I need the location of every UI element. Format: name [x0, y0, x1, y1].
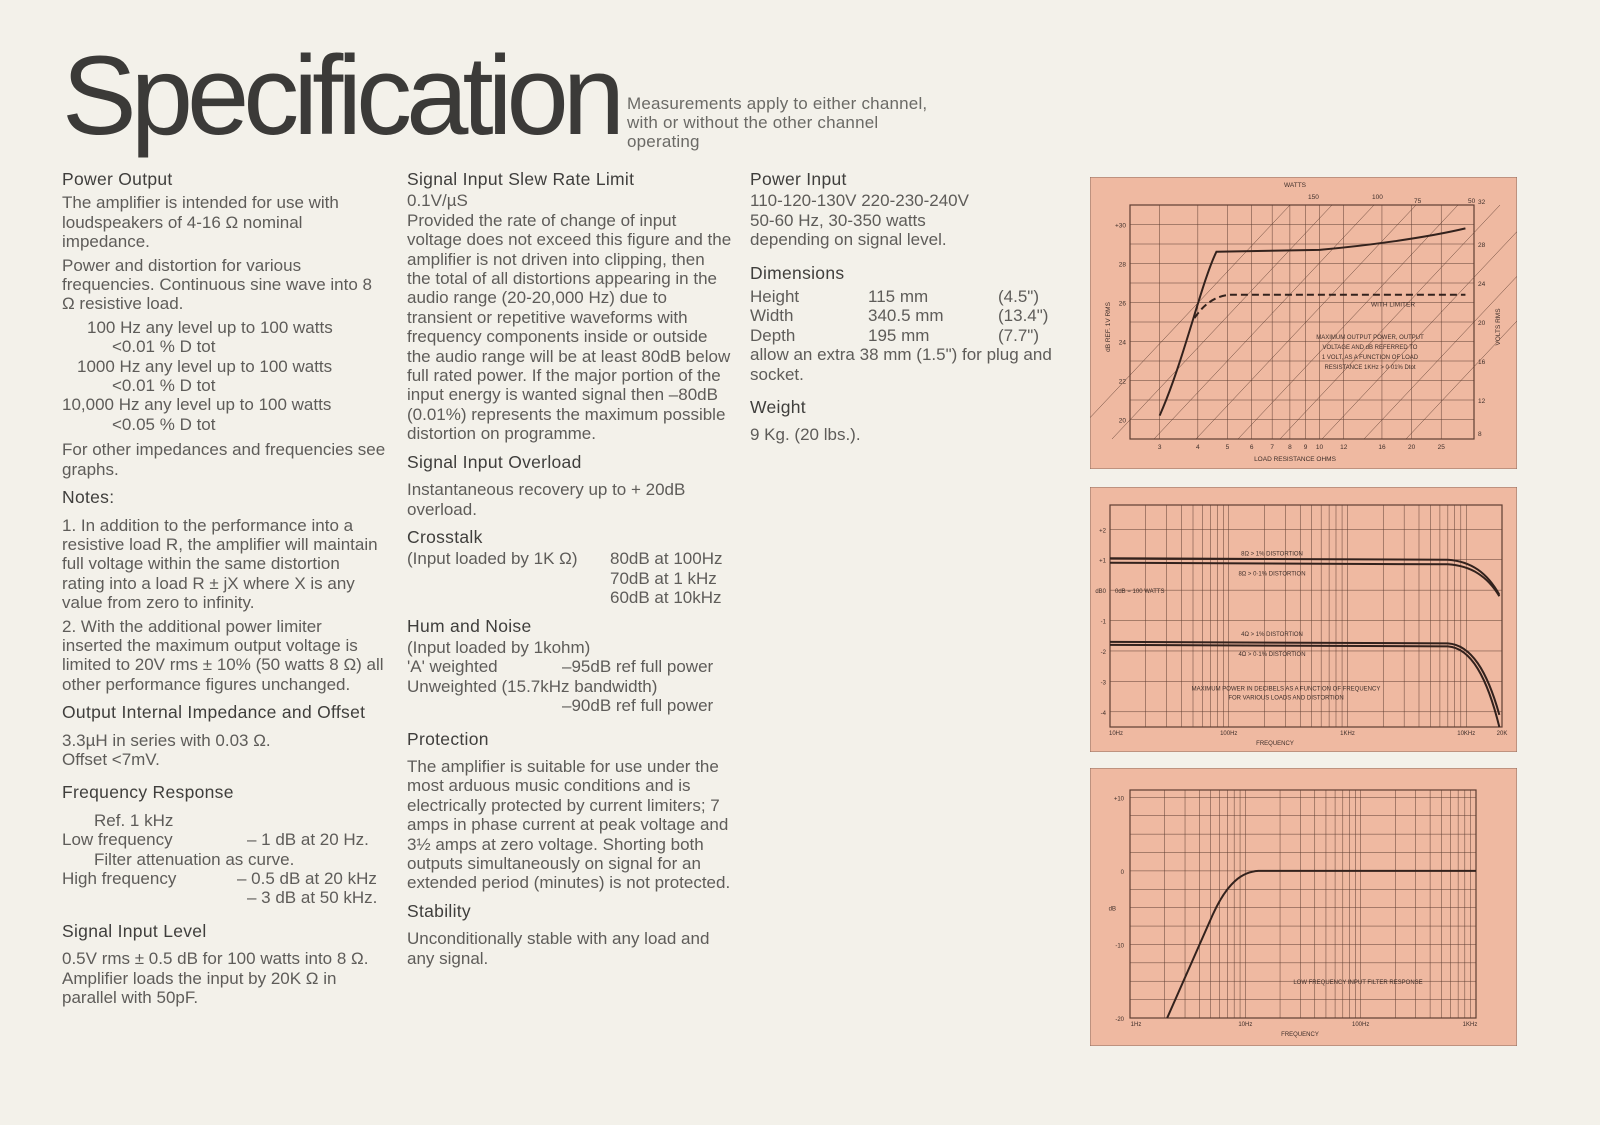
x-tick: 5	[1225, 444, 1230, 451]
y-tick: -4	[1100, 710, 1106, 717]
y-right-tick: 24	[1478, 281, 1486, 288]
chart-output-vs-load	[1090, 177, 1517, 469]
y-tick: -10	[1115, 943, 1124, 950]
paragraph: The amplifier is intended for use with loudspeakers of 4-16 Ω nominal impedance.	[62, 193, 339, 252]
y-right-tick: 20	[1478, 320, 1486, 327]
y-right-tick: 8	[1478, 431, 1482, 439]
dim-in: (13.4")	[998, 306, 1049, 326]
section-heading: Hum and Noise	[407, 615, 532, 636]
chart-panel	[1090, 768, 1517, 1046]
y-tick: +2	[1099, 528, 1106, 535]
crosstalk-section	[407, 528, 732, 608]
series-label: 8Ω > 0·1% DISTORTION	[1238, 571, 1306, 578]
spec-line: 50-60 Hz, 30-350 watts	[750, 210, 926, 230]
y-right-tick: 12	[1478, 398, 1486, 405]
ref-label: 0dB = 100 WATTS	[1115, 589, 1165, 596]
chart-note: VOLTAGE AND dB REFERRED TO	[1322, 345, 1418, 351]
row-label: (Input loaded by 1K Ω)	[407, 549, 578, 569]
chart-note: LOW FREQUENCY INPUT FILTER RESPONSE	[1293, 980, 1423, 987]
power-output-section	[62, 170, 387, 479]
power-input-section	[750, 170, 1060, 250]
spec-line: (Input loaded by 1kohm)	[407, 637, 591, 657]
row-label: High frequency	[62, 869, 177, 888]
chart-panel	[1090, 487, 1517, 752]
column-2	[407, 170, 732, 977]
spec-line: Unweighted (15.7kHz bandwidth)	[407, 676, 658, 696]
x-tick: 3	[1157, 444, 1162, 451]
x-axis-label: FREQUENCY	[1256, 741, 1294, 747]
chart-note: RESISTANCE 1KHz > 0·01% Dtot	[1324, 365, 1416, 371]
x-axis-label: FREQUENCY	[1281, 1032, 1319, 1038]
spec-line: 0.1V/µS	[407, 191, 468, 211]
spec-line: 110-120-130V 220-230-240V	[750, 191, 969, 211]
paragraph: 0.5V rms ± 0.5 dB for 100 watts into 8 Ω. Amplifier loads the input by 20K Ω in parallel with 50pF.	[62, 949, 369, 1008]
low-frequency-row	[62, 830, 387, 849]
dimension-row	[750, 287, 1060, 306]
y-right-tick: 28	[1478, 242, 1486, 249]
notes-section	[62, 488, 387, 694]
spec-line: <0.01 % D tot	[112, 337, 216, 357]
x-tick: 8	[1288, 444, 1292, 451]
series-label: 8Ω > 1% DISTORTION	[1241, 551, 1303, 558]
y-axis-label: dB REF. 1V RMS	[1105, 302, 1112, 352]
section-heading: Protection	[407, 728, 489, 749]
watt-tick: 150	[1308, 194, 1319, 201]
y-axis-label: dB	[1108, 906, 1116, 913]
chart-2-svg	[1090, 487, 1517, 752]
spec-line: 100 Hz any level up to 100 watts	[87, 317, 333, 337]
chart-note: MAXIMUM POWER IN DECIBELS AS A FUNCTION OF FREQUENCY	[1191, 686, 1381, 693]
y-tick: 22	[1118, 378, 1126, 386]
row-label: Low frequency	[62, 830, 173, 850]
weight-section	[750, 398, 1060, 445]
chart-note: MAXIMUM OUTPUT POWER, OUTPUT	[1316, 335, 1424, 341]
x-tick: 100Hz	[1220, 731, 1238, 737]
row-value: – 0.5 dB at 20 kHz	[237, 869, 377, 888]
row-value: 60dB at 10kHz	[610, 588, 722, 608]
spec-line: Filter attenuation as curve.	[94, 849, 295, 869]
y-tick: 0	[1120, 869, 1124, 876]
chart-note: FOR VARIOUS LOADS AND DISTORTION	[1228, 695, 1344, 702]
dim-in: (7.7")	[998, 325, 1039, 345]
stability-section	[407, 902, 732, 968]
top-axis-label: WATTS	[1283, 182, 1307, 189]
page-subtitle: Measurements apply to either channel, with or without the other channel operating	[627, 94, 928, 151]
paragraph: Provided the rate of change of input voltage does not exceed this figure and the amplifier is not driven into clipping, then the total of all distortions appearing in the audio range (20-20,000 Hz) due to transient or repetitive waveforms with frequency components inside or outside the audio range will be at least 80dB below full rated power. If the major portion of the input energy is wanted signal then –80dB (0.01%) represents the maximum possible distortion on programme.	[407, 210, 732, 444]
watt-tick: 50	[1468, 198, 1476, 205]
section-heading: Notes:	[62, 487, 115, 508]
paragraph: For other impedances and frequencies see graphs.	[62, 440, 386, 479]
section-heading: Signal Input Overload	[407, 451, 582, 472]
chart-power-vs-frequency	[1090, 487, 1517, 752]
note-2: 2. With the additional power limiter inserted the maximum output voltage is limited to 20V rms ± 10% (50 watts 8 Ω) all other performance figures unchanged.	[62, 616, 384, 694]
x-axis-label: LOAD RESISTANCE OHMS	[1254, 456, 1336, 463]
high-frequency-row	[62, 869, 387, 888]
x-tick: 7	[1270, 444, 1274, 451]
paragraph: Power and distortion for various frequencies. Continuous sine wave into 8 Ω resistive load.	[62, 255, 372, 314]
overload-section	[407, 453, 732, 519]
y-tick: -2	[1100, 649, 1106, 656]
spec-line: Ref. 1 kHz	[94, 810, 174, 830]
a-weighted-row	[407, 657, 732, 676]
column-1	[62, 170, 387, 1016]
section-heading: Crosstalk	[407, 526, 483, 547]
protection-section	[407, 730, 732, 893]
y-tick: -20	[1115, 1017, 1124, 1023]
watt-tick: 100	[1372, 194, 1383, 201]
y-right-tick: 32	[1478, 199, 1486, 207]
signal-input-level-section	[62, 922, 387, 1008]
x-tick: 1KHz	[1340, 731, 1355, 737]
row-value: –95dB ref full power	[562, 657, 714, 677]
page-title: Specification	[62, 33, 620, 158]
y-tick: -3	[1100, 680, 1106, 687]
spec-line: 10,000 Hz any level up to 100 watts	[62, 395, 332, 415]
dim-mm: 115 mm	[868, 287, 929, 307]
section-heading: Signal Input Slew Rate Limit	[407, 169, 635, 189]
row-value: – 3 dB at 50 kHz.	[247, 888, 378, 908]
section-heading: Power Output	[62, 169, 173, 189]
y-tick: +30	[1114, 222, 1126, 230]
x-tick: 10KHz	[1457, 731, 1476, 737]
dim-mm: 340.5 mm	[868, 306, 944, 326]
section-heading: Power Input	[750, 169, 847, 189]
hum-noise-section	[407, 617, 732, 716]
chart-3-svg	[1090, 768, 1517, 1046]
watt-tick: 75	[1414, 198, 1422, 205]
section-heading: Dimensions	[750, 262, 845, 283]
section-heading: Output Internal Impedance and Offset	[62, 702, 366, 723]
x-tick: 10Hz	[1108, 731, 1124, 737]
spec-line: <0.05 % D tot	[112, 414, 216, 434]
y-right-axis-label: VOLTS RMS	[1495, 308, 1502, 346]
chart-panel	[1090, 177, 1517, 469]
paragraph: allow an extra 38 mm (1.5") for plug and socket.	[750, 345, 1052, 384]
y-tick: 28	[1118, 261, 1126, 269]
x-tick: 16	[1378, 444, 1386, 451]
slew-rate-section	[407, 170, 732, 444]
row-value: – 1 dB at 20 Hz.	[247, 830, 369, 850]
x-tick: 6	[1249, 444, 1254, 451]
chart-1-svg	[1090, 177, 1517, 469]
y-tick: +1	[1099, 558, 1106, 565]
dimensions-section	[750, 264, 1060, 384]
dim-label: Depth	[750, 325, 796, 345]
x-tick: 1KHz	[1462, 1022, 1478, 1028]
x-tick: 100Hz	[1351, 1022, 1370, 1028]
y-tick: -1	[1100, 619, 1106, 626]
y-tick: +10	[1113, 796, 1124, 803]
row-value: 80dB at 100Hz	[610, 549, 723, 569]
note-1: 1. In addition to the performance into a resistive load R, the amplifier will maintain full voltage within the same distortion rating into a load R ± jX where X is any value from zero to infinity.	[62, 515, 378, 613]
x-tick: 25	[1437, 444, 1445, 451]
dim-label: Width	[750, 306, 794, 326]
y-tick: 20	[1118, 417, 1126, 425]
spec-line: 3.3µH in series with 0.03 Ω.	[62, 730, 271, 750]
row-value: –90dB ref full power	[562, 696, 714, 716]
section-heading: Signal Input Level	[62, 920, 207, 941]
limiter-label: WITH LIMITER	[1370, 301, 1416, 309]
x-tick: 12	[1340, 444, 1348, 451]
dim-label: Height	[750, 287, 800, 307]
spec-line: depending on signal level.	[750, 230, 947, 250]
x-tick: 20K	[1496, 731, 1508, 737]
x-tick: 10	[1315, 444, 1324, 451]
spec-line: Offset <7mV.	[62, 749, 160, 769]
y-tick: dB0	[1095, 589, 1106, 596]
column-3	[750, 170, 1060, 454]
spec-line: 1000 Hz any level up to 100 watts	[77, 356, 333, 376]
section-heading: Weight	[750, 397, 806, 418]
x-tick: 1Hz	[1130, 1022, 1142, 1028]
crosstalk-row	[407, 549, 732, 568]
row-value: 70dB at 1 kHz	[610, 568, 717, 588]
chart-lf-filter-response	[1090, 768, 1517, 1046]
impedance-section	[62, 703, 387, 769]
y-right-tick: 16	[1478, 359, 1486, 366]
frequency-response-section	[62, 783, 387, 907]
dim-in: (4.5")	[998, 287, 1039, 307]
paragraph: The amplifier is suitable for use under the most arduous music conditions and is electrically protected by current limiters; 7 amps in phase current at peak voltage and 3½ amps at zero voltage. Shorting both outputs simultaneously on signal for an extended period (minutes) is not protected.	[407, 756, 731, 893]
row-label: 'A' weighted	[407, 657, 498, 677]
chart-note: 1 VOLT, AS A FUNCTION OF LOAD	[1321, 355, 1419, 361]
paragraph: Instantaneous recovery up to + 20dB overload.	[407, 480, 686, 519]
spec-line: 9 Kg. (20 lbs.).	[750, 425, 861, 445]
x-tick: 4	[1196, 444, 1200, 451]
y-tick: 24	[1118, 339, 1126, 347]
x-tick: 20	[1407, 444, 1416, 451]
series-label: 4Ω > 0·1% DISTORTION	[1238, 652, 1306, 659]
dimension-row	[750, 326, 1060, 345]
section-heading: Frequency Response	[62, 782, 234, 803]
dimension-row	[750, 306, 1060, 325]
dim-mm: 195 mm	[868, 325, 930, 345]
x-tick: 10Hz	[1238, 1022, 1253, 1028]
section-heading: Stability	[407, 900, 471, 921]
x-tick: 9	[1303, 444, 1308, 451]
series-label: 4Ω > 1% DISTORTION	[1241, 632, 1303, 639]
y-tick: 26	[1118, 300, 1126, 308]
paragraph: Unconditionally stable with any load and any signal.	[407, 929, 710, 968]
spec-line: <0.01 % D tot	[112, 376, 216, 396]
